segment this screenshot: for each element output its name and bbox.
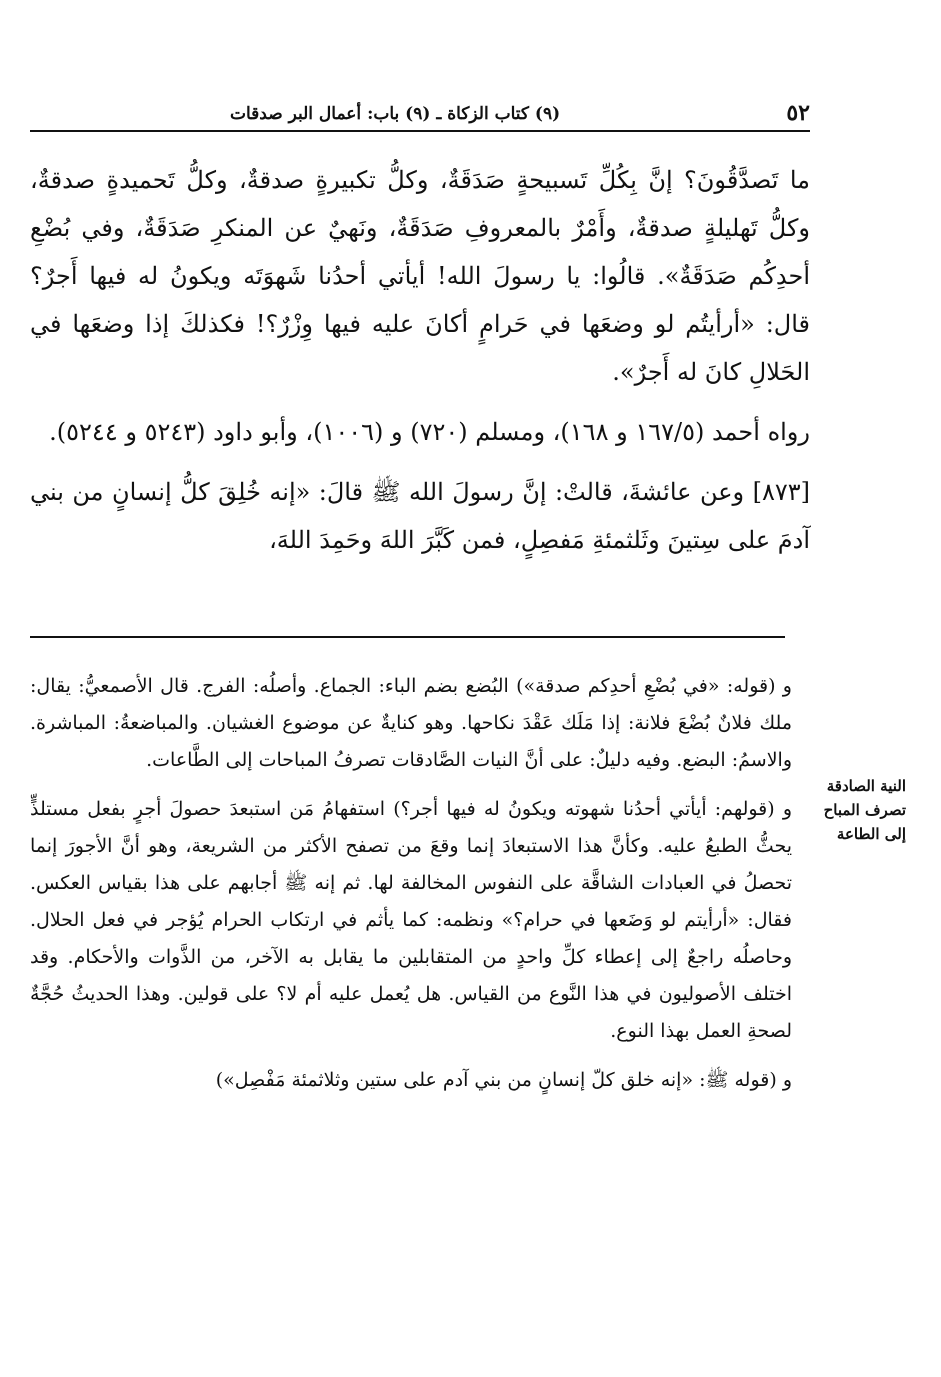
running-header [30, 96, 810, 132]
hadith-paragraph-1: ما تَصدَّقُونَ؟ إنَّ بِكُلِّ تَسبيحةٍ صَدَقَةٌ، وكلُّ تكبيرةٍ صدقةٌ، وكلُّ تَحميدةٍ صدقةٌ، وكلُّ تَهليلةٍ صدقةٌ، وأَمْرٌ بالمعروفِ صَدَقَةٌ، ونَهيٌ عن المنكرِ صَدَقَةٌ، وفي بُضْعِ أحدِكُم صَدَقَةٌ». قالُوا: يا رسولَ الله! أيأتي أحدُنا شَهوَتَه ويكونُ له فيها أَجرٌ؟ قال: «أرأيتُم لو وضعَها في حَرامٍ أكانَ عليه فيها وِزْرٌ؟! فكذلكَ إذا وضعَها في الحَلالِ كانَ له أَجرٌ». [30, 166, 810, 386]
hadith-paragraph-873: [٨٧٣] وعن عائشةَ، قالتْ: إنَّ رسولَ الله ﷺ قالَ: «إنه خُلِقَ كلُّ إنسانٍ من بني آدمَ على سِتينَ وثَلثمئةِ مَفصِلٍ، فمن كَبَّرَ اللهَ وحَمِدَ اللهَ، [30, 478, 810, 554]
margin-note-line: النية الصادقة [826, 777, 906, 795]
hadith-source-citation: رواه أحمد (١٦٧/٥ و ١٦٨)، ومسلم (٧٢٠) و (١٠٠٦)، وأبو داود (٥٢٤٣ و ٥٢٤٤). [49, 418, 810, 446]
page-number: ٥٢ [786, 100, 810, 126]
footnote-separator [30, 636, 785, 638]
commentary-paragraph-3: و (قوله ﷺ: «إنه خلق كلّ إنسانٍ من بني آدم على ستين وثلاثمئة مَفْصِل») [215, 1069, 792, 1091]
margin-note-line: إلى الطاعة [836, 825, 906, 843]
commentary-paragraph-2: و (قولهم: أيأتي أحدُنا شهوته ويكونُ له فيها أجر؟) استفهامُ مَن استبعدَ حصولَ أجرٍ بفعل مستلذٍّ يحثُّ الطبعُ عليه. وكأنَّ هذا الاستبعادَ إنما وقعَ من تصفح الأكثر من الشريعة، وهو أنَّ الأجورَ إنما تحصلُ في العبادات الشاقَّة على النفوس المخالفة لها. ثم إنه ﷺ أجابهم على هذا بقياس العكس. فقال: «أرأيتم لو وَضَعها في حرام؟» ونظمه: كما يأثم في ارتكاب الحرام يُؤجر في فعل الحلال. وحاصلُه راجعٌ إلى إعطاء كلِّ واحدٍ من المتقابلين ما يقابل به الآخر، من الذَّوات والأحكام. وقد اختلف الأصوليون في هذا النَّوع من القياس. هل يُعمل عليه أم لا؟ على قولين. وهذا الحديثُ حُجَّةٌ لصحةِ العمل بهذا النوع. [30, 798, 792, 1042]
margin-note-line: تصرف المباح [823, 801, 906, 819]
commentary-section [30, 668, 792, 1111]
hadith-text [30, 156, 810, 576]
commentary-paragraph-1: و (قوله: «في بُضْعِ أحدِكم صدقة») البُضع بضم الباء: الجماع. وأصلُه: الفرج. قال الأصمعيُّ: يقال: ملك فلانٌ بُضْعَ فلانة: إذا مَلَك عَقْدَ نكاحها. وهو كنايةٌ عن موضوع الغشيان. والمباضعةُ: المباشرة. والاسمُ: البضع. وفيه دليلٌ: على أنَّ النيات الصَّادقات تصرفُ المباحات إلى الطَّاعات. [30, 675, 792, 771]
margin-note [786, 774, 906, 846]
chapter-title: (٩) كتاب الزكاة ـ (٩) باب: أعمال البر صدقات [230, 104, 561, 124]
